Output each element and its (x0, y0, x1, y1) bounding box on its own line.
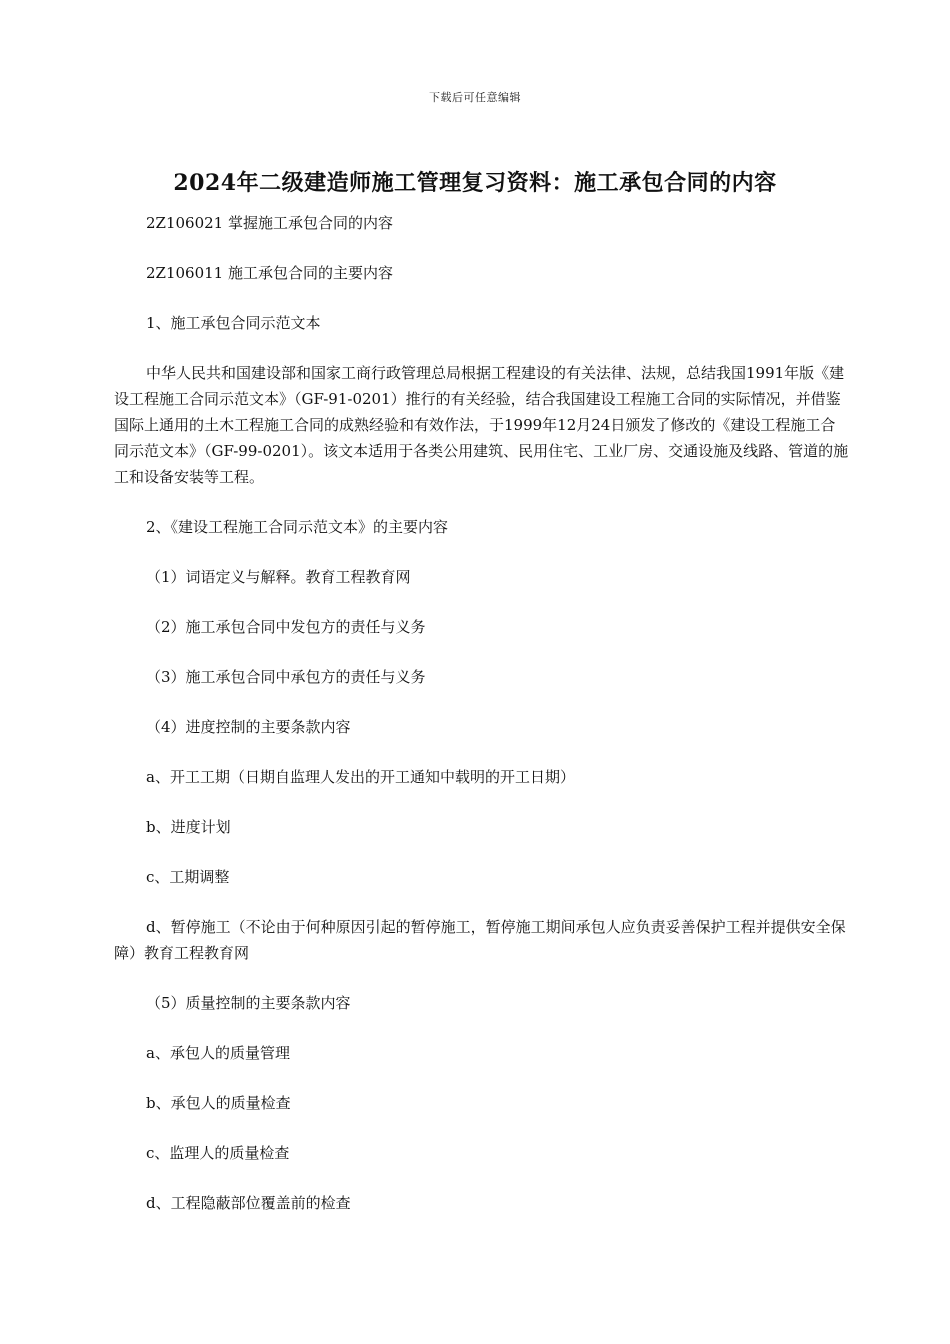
header-note: 下载后可任意编辑 (429, 91, 521, 104)
paragraph-code-2z106021: 2Z106021 掌握施工承包合同的内容 (146, 214, 393, 232)
paragraph-code-2z106011: 2Z106011 施工承包合同的主要内容 (146, 264, 393, 282)
paragraph-item-4b: b、进度计划 (146, 818, 231, 836)
paragraph-item-5: （5）质量控制的主要条款内容 (146, 994, 351, 1012)
paragraph-item-5c: c、监理人的质量检查 (146, 1144, 290, 1162)
document-body (114, 210, 850, 1216)
paragraph-item-1: （1）词语定义与解释。教育工程教育网 (146, 568, 411, 586)
paragraph-item-5a: a、承包人的质量管理 (146, 1044, 290, 1062)
paragraph-intro: 中华人民共和国建设部和国家工商行政管理总局根据工程建设的有关法律、法规，总结我国1991年版《建设工程施工合同示范文本》（GF-91-0201）推行的有关经验，结合我国建设工程施工合同的实际情况，并借鉴国际上通用的土木工程施工合同的成熟经验和有效作法，于1999年12月24日颁发了修改的《建设工程施工合同示范文本》（GF-99-0201）。该文本适用于各类公用建筑、民用住宅、工业厂房、交通设施及线路、管道的施工和设备安装等工程。 (114, 364, 849, 486)
paragraph-section-1: 1、施工承包合同示范文本 (146, 314, 321, 332)
paragraph-item-4: （4）进度控制的主要条款内容 (146, 718, 351, 736)
document-title: 2024年二级建造师施工管理复习资料：施工承包合同的内容 (173, 170, 777, 196)
paragraph-item-4c: c、工期调整 (146, 868, 230, 886)
paragraph-item-5d: d、工程隐蔽部位覆盖前的检查 (146, 1194, 351, 1212)
paragraph-item-4d: d、暂停施工（不论由于何种原因引起的暂停施工，暂停施工期间承包人应负责妥善保护工程并提供安全保障）教育工程教育网 (114, 918, 846, 962)
paragraph-item-5b: b、承包人的质量检查 (146, 1094, 291, 1112)
paragraph-item-2: （2）施工承包合同中发包方的责任与义务 (146, 618, 426, 636)
paragraph-section-2: 2、《建设工程施工合同示范文本》的主要内容 (146, 518, 449, 536)
paragraph-item-4a: a、开工工期（日期自监理人发出的开工通知中载明的开工日期） (146, 768, 575, 786)
paragraph-item-3: （3）施工承包合同中承包方的责任与义务 (146, 668, 426, 686)
